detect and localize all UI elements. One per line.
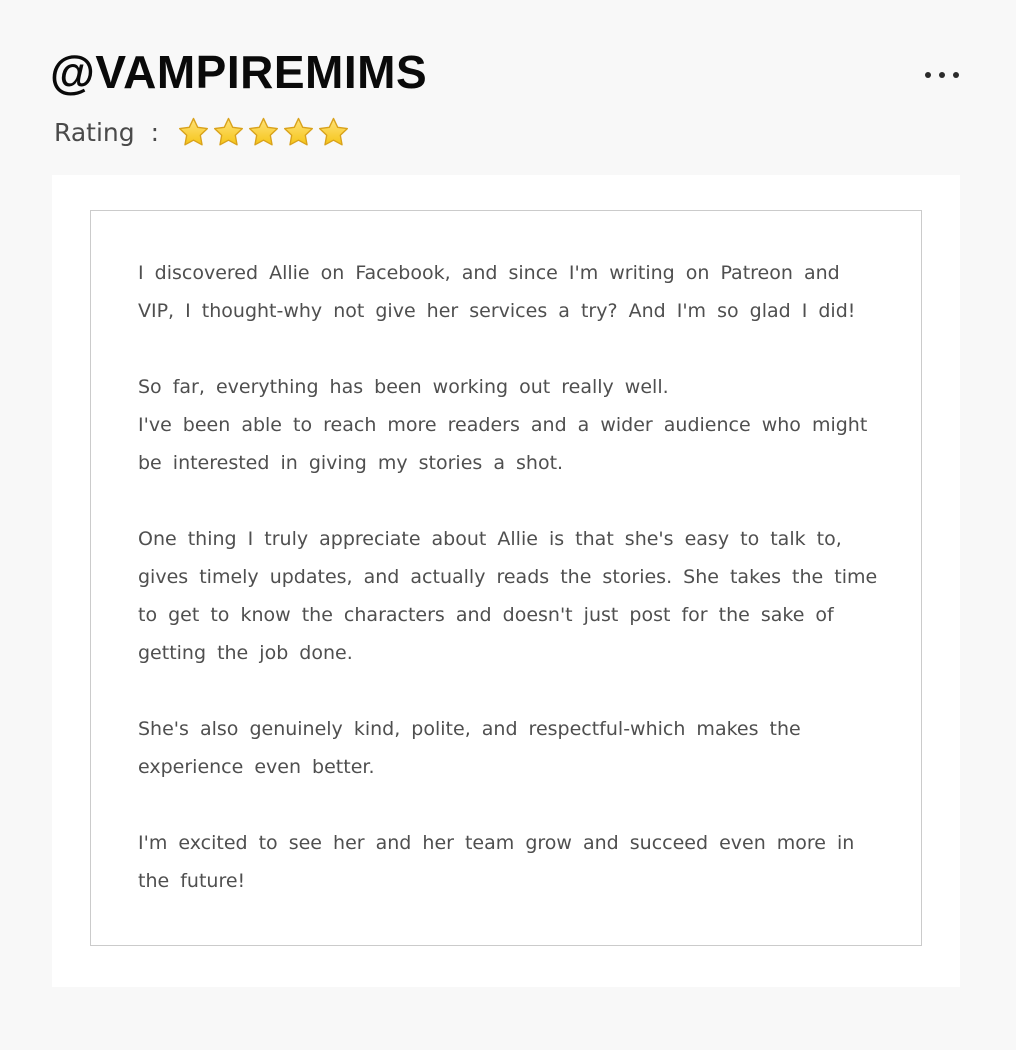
review-paragraph [138, 368, 878, 482]
review-line: to get to know the characters and doesn't just post for the sake of [138, 604, 834, 626]
review-card [52, 175, 960, 987]
review-paragraph [138, 520, 878, 672]
star-icon [317, 116, 350, 149]
review-line: the future! [138, 870, 246, 892]
review-paragraph [138, 254, 878, 330]
review-line: One thing I truly appreciate about Allie is that she's easy to talk to, [138, 528, 842, 550]
review-line: experience even better. [138, 756, 375, 778]
review-paragraph [138, 824, 878, 900]
star-icon [282, 116, 315, 149]
star-rating [177, 116, 350, 149]
review-text [138, 254, 878, 900]
review-line: I've been able to reach more readers and a wider audience who might [138, 414, 868, 436]
review-line: I'm excited to see her and her team grow and succeed even more in [138, 832, 855, 854]
user-handle: @VAMPIREMIMS [50, 46, 428, 98]
more-horizontal-icon-dot [925, 72, 931, 78]
review-line: gives timely updates, and actually reads the stories. She takes the time [138, 566, 878, 588]
review-line: I discovered Allie on Facebook, and since I'm writing on Patreon and [138, 262, 840, 284]
star-icon [212, 116, 245, 149]
review-line: She's also genuinely kind, polite, and respectful-which makes the [138, 718, 801, 740]
review-line: be interested in giving my stories a shot. [138, 452, 564, 474]
review-line: So far, everything has been working out really well. [138, 376, 669, 398]
rating-label: Rating [54, 117, 135, 147]
more-options-button[interactable] [912, 60, 972, 90]
star-icon [247, 116, 280, 149]
star-icon [177, 116, 210, 149]
rating-separator: : [150, 117, 160, 147]
more-horizontal-icon-dot [953, 72, 959, 78]
review-paragraph [138, 710, 878, 786]
review-line: VIP, I thought-why not give her services a try? And I'm so glad I did! [138, 300, 856, 322]
more-horizontal-icon-dot [939, 72, 945, 78]
rating-row [54, 112, 350, 152]
review-line: getting the job done. [138, 642, 353, 664]
review-box [90, 210, 922, 946]
